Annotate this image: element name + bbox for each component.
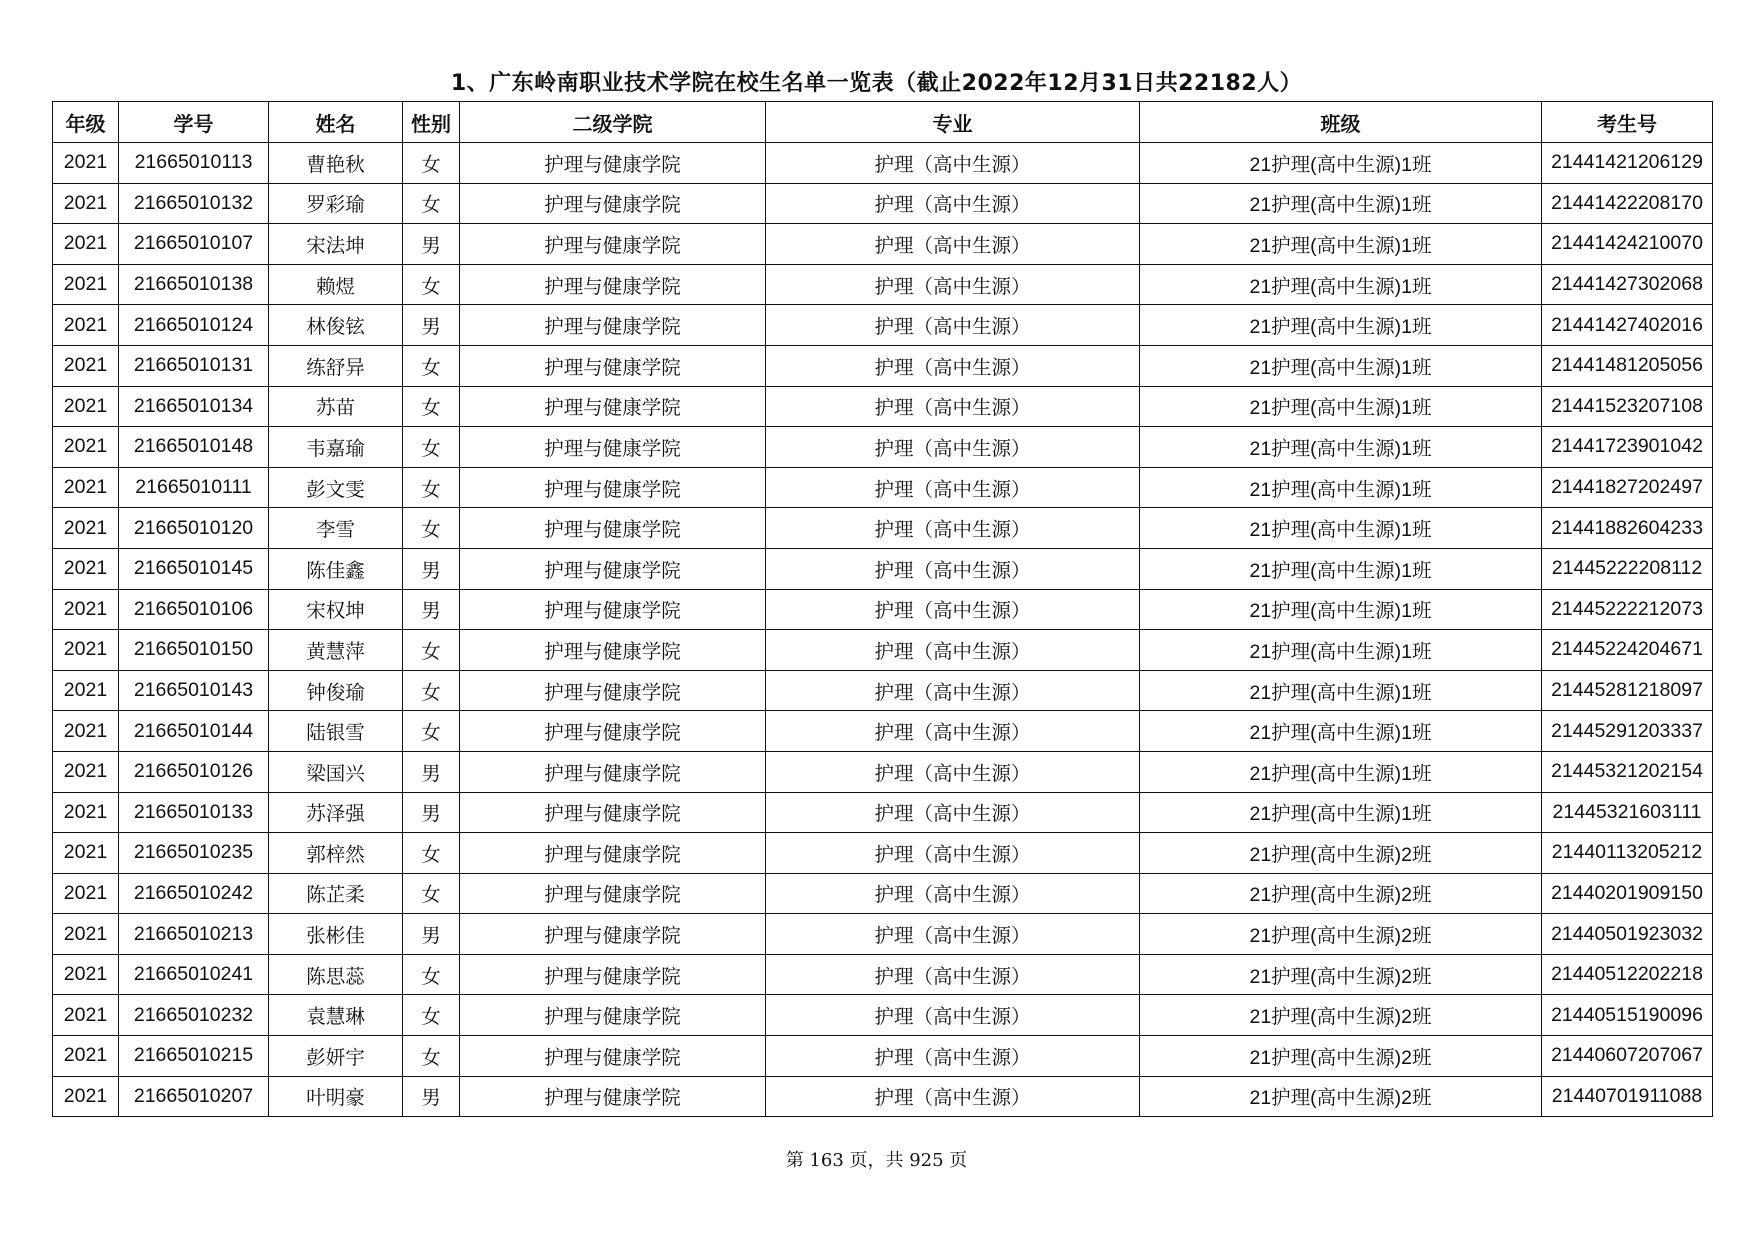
student-id-cell: 21665010143 bbox=[119, 670, 269, 711]
exam-number-cell: 21441882604233 bbox=[1542, 508, 1713, 549]
gender-cell: 男 bbox=[403, 548, 460, 589]
column-header-exam-number: 考生号 bbox=[1542, 102, 1713, 143]
table-row bbox=[53, 264, 1713, 305]
grade-cell: 2021 bbox=[53, 548, 119, 589]
major-cell: 护理（高中生源） bbox=[766, 711, 1140, 752]
name-cell: 宋法坤 bbox=[269, 224, 403, 265]
class-cell: 21护理(高中生源)1班 bbox=[1140, 345, 1542, 386]
major-cell: 护理（高中生源） bbox=[766, 792, 1140, 833]
exam-number-cell: 21440701911088 bbox=[1542, 1076, 1713, 1117]
grade-cell: 2021 bbox=[53, 670, 119, 711]
table-row bbox=[53, 670, 1713, 711]
gender-cell: 女 bbox=[403, 386, 460, 427]
exam-number-cell: 21445291203337 bbox=[1542, 711, 1713, 752]
major-cell: 护理（高中生源） bbox=[766, 995, 1140, 1036]
exam-number-cell: 21440512202218 bbox=[1542, 954, 1713, 995]
table-row bbox=[53, 1076, 1713, 1117]
gender-cell: 男 bbox=[403, 1076, 460, 1117]
student-id-cell: 21665010138 bbox=[119, 264, 269, 305]
major-cell: 护理（高中生源） bbox=[766, 751, 1140, 792]
grade-cell: 2021 bbox=[53, 589, 119, 630]
college-cell: 护理与健康学院 bbox=[460, 224, 766, 265]
class-cell: 21护理(高中生源)1班 bbox=[1140, 508, 1542, 549]
college-cell: 护理与健康学院 bbox=[460, 670, 766, 711]
gender-cell: 男 bbox=[403, 792, 460, 833]
major-cell: 护理（高中生源） bbox=[766, 589, 1140, 630]
college-cell: 护理与健康学院 bbox=[460, 792, 766, 833]
column-header-class: 班级 bbox=[1140, 102, 1542, 143]
gender-cell: 女 bbox=[403, 995, 460, 1036]
class-cell: 21护理(高中生源)2班 bbox=[1140, 914, 1542, 955]
grade-cell: 2021 bbox=[53, 833, 119, 874]
grade-cell: 2021 bbox=[53, 954, 119, 995]
class-cell: 21护理(高中生源)2班 bbox=[1140, 1036, 1542, 1077]
table-row bbox=[53, 143, 1713, 184]
exam-number-cell: 21440501923032 bbox=[1542, 914, 1713, 955]
college-cell: 护理与健康学院 bbox=[460, 589, 766, 630]
major-cell: 护理（高中生源） bbox=[766, 345, 1140, 386]
exam-number-cell: 21440607207067 bbox=[1542, 1036, 1713, 1077]
exam-number-cell: 21441427402016 bbox=[1542, 305, 1713, 346]
college-cell: 护理与健康学院 bbox=[460, 833, 766, 874]
college-cell: 护理与健康学院 bbox=[460, 548, 766, 589]
table-row bbox=[53, 508, 1713, 549]
gender-cell: 女 bbox=[403, 954, 460, 995]
college-cell: 护理与健康学院 bbox=[460, 711, 766, 752]
document-title: 1、广东岭南职业技术学院在校生名单一览表（截止2022年12月31日共22182人） bbox=[450, 71, 1303, 96]
name-cell: 袁慧琳 bbox=[269, 995, 403, 1036]
exam-number-cell: 21445321202154 bbox=[1542, 751, 1713, 792]
grade-cell: 2021 bbox=[53, 386, 119, 427]
exam-number-cell: 21441424210070 bbox=[1542, 224, 1713, 265]
name-cell: 陈思蕊 bbox=[269, 954, 403, 995]
grade-cell: 2021 bbox=[53, 1036, 119, 1077]
name-cell: 陆银雪 bbox=[269, 711, 403, 752]
student-id-cell: 21665010124 bbox=[119, 305, 269, 346]
student-id-cell: 21665010144 bbox=[119, 711, 269, 752]
gender-cell: 女 bbox=[403, 143, 460, 184]
class-cell: 21护理(高中生源)1班 bbox=[1140, 670, 1542, 711]
exam-number-cell: 21445222208112 bbox=[1542, 548, 1713, 589]
major-cell: 护理（高中生源） bbox=[766, 467, 1140, 508]
college-cell: 护理与健康学院 bbox=[460, 345, 766, 386]
student-id-cell: 21665010107 bbox=[119, 224, 269, 265]
name-cell: 钟俊瑜 bbox=[269, 670, 403, 711]
gender-cell: 女 bbox=[403, 833, 460, 874]
college-cell: 护理与健康学院 bbox=[460, 873, 766, 914]
major-cell: 护理（高中生源） bbox=[766, 386, 1140, 427]
gender-cell: 男 bbox=[403, 751, 460, 792]
exam-number-cell: 21441523207108 bbox=[1542, 386, 1713, 427]
student-id-cell: 21665010232 bbox=[119, 995, 269, 1036]
major-cell: 护理（高中生源） bbox=[766, 1036, 1140, 1077]
class-cell: 21护理(高中生源)1班 bbox=[1140, 467, 1542, 508]
grade-cell: 2021 bbox=[53, 264, 119, 305]
name-cell: 彭妍宇 bbox=[269, 1036, 403, 1077]
student-id-cell: 21665010148 bbox=[119, 427, 269, 468]
table-row bbox=[53, 427, 1713, 468]
name-cell: 练舒异 bbox=[269, 345, 403, 386]
column-header-gender: 性别 bbox=[403, 102, 460, 143]
grade-cell: 2021 bbox=[53, 1076, 119, 1117]
college-cell: 护理与健康学院 bbox=[460, 386, 766, 427]
table-row bbox=[53, 751, 1713, 792]
class-cell: 21护理(高中生源)1班 bbox=[1140, 183, 1542, 224]
name-cell: 韦嘉瑜 bbox=[269, 427, 403, 468]
table-row bbox=[53, 873, 1713, 914]
student-id-cell: 21665010131 bbox=[119, 345, 269, 386]
college-cell: 护理与健康学院 bbox=[460, 467, 766, 508]
exam-number-cell: 21440515190096 bbox=[1542, 995, 1713, 1036]
student-id-cell: 21665010242 bbox=[119, 873, 269, 914]
name-cell: 苏苗 bbox=[269, 386, 403, 427]
name-cell: 黄慧萍 bbox=[269, 630, 403, 671]
exam-number-cell: 21440201909150 bbox=[1542, 873, 1713, 914]
name-cell: 彭文雯 bbox=[269, 467, 403, 508]
student-id-cell: 21665010150 bbox=[119, 630, 269, 671]
major-cell: 护理（高中生源） bbox=[766, 224, 1140, 265]
college-cell: 护理与健康学院 bbox=[460, 1076, 766, 1117]
name-cell: 曹艳秋 bbox=[269, 143, 403, 184]
page-footer: 第 163 页，共 925 页 bbox=[785, 1150, 968, 1171]
gender-cell: 女 bbox=[403, 508, 460, 549]
column-header-grade: 年级 bbox=[53, 102, 119, 143]
grade-cell: 2021 bbox=[53, 345, 119, 386]
major-cell: 护理（高中生源） bbox=[766, 427, 1140, 468]
exam-number-cell: 21445222212073 bbox=[1542, 589, 1713, 630]
column-header-major: 专业 bbox=[766, 102, 1140, 143]
gender-cell: 男 bbox=[403, 914, 460, 955]
college-cell: 护理与健康学院 bbox=[460, 630, 766, 671]
table-row bbox=[53, 914, 1713, 955]
major-cell: 护理（高中生源） bbox=[766, 670, 1140, 711]
major-cell: 护理（高中生源） bbox=[766, 630, 1140, 671]
class-cell: 21护理(高中生源)2班 bbox=[1140, 1076, 1542, 1117]
table-row bbox=[53, 345, 1713, 386]
exam-number-cell: 21445321603111 bbox=[1542, 792, 1713, 833]
major-cell: 护理（高中生源） bbox=[766, 508, 1140, 549]
name-cell: 李雪 bbox=[269, 508, 403, 549]
grade-cell: 2021 bbox=[53, 305, 119, 346]
major-cell: 护理（高中生源） bbox=[766, 143, 1140, 184]
table-row bbox=[53, 711, 1713, 752]
gender-cell: 女 bbox=[403, 264, 460, 305]
column-header-college: 二级学院 bbox=[460, 102, 766, 143]
column-header-student-id: 学号 bbox=[119, 102, 269, 143]
table-row bbox=[53, 995, 1713, 1036]
grade-cell: 2021 bbox=[53, 427, 119, 468]
major-cell: 护理（高中生源） bbox=[766, 305, 1140, 346]
class-cell: 21护理(高中生源)1班 bbox=[1140, 589, 1542, 630]
table-row bbox=[53, 305, 1713, 346]
name-cell: 罗彩瑜 bbox=[269, 183, 403, 224]
class-cell: 21护理(高中生源)2班 bbox=[1140, 954, 1542, 995]
gender-cell: 男 bbox=[403, 224, 460, 265]
gender-cell: 女 bbox=[403, 711, 460, 752]
grade-cell: 2021 bbox=[53, 995, 119, 1036]
exam-number-cell: 21441827202497 bbox=[1542, 467, 1713, 508]
grade-cell: 2021 bbox=[53, 630, 119, 671]
class-cell: 21护理(高中生源)1班 bbox=[1140, 224, 1542, 265]
gender-cell: 男 bbox=[403, 305, 460, 346]
student-id-cell: 21665010241 bbox=[119, 954, 269, 995]
student-id-cell: 21665010126 bbox=[119, 751, 269, 792]
student-id-cell: 21665010213 bbox=[119, 914, 269, 955]
student-id-cell: 21665010111 bbox=[119, 467, 269, 508]
college-cell: 护理与健康学院 bbox=[460, 508, 766, 549]
name-cell: 宋权坤 bbox=[269, 589, 403, 630]
grade-cell: 2021 bbox=[53, 751, 119, 792]
name-cell: 梁国兴 bbox=[269, 751, 403, 792]
student-id-cell: 21665010207 bbox=[119, 1076, 269, 1117]
student-id-cell: 21665010133 bbox=[119, 792, 269, 833]
exam-number-cell: 21441481205056 bbox=[1542, 345, 1713, 386]
major-cell: 护理（高中生源） bbox=[766, 1076, 1140, 1117]
name-cell: 陈佳鑫 bbox=[269, 548, 403, 589]
student-id-cell: 21665010235 bbox=[119, 833, 269, 874]
major-cell: 护理（高中生源） bbox=[766, 833, 1140, 874]
name-cell: 赖煜 bbox=[269, 264, 403, 305]
grade-cell: 2021 bbox=[53, 711, 119, 752]
table-row bbox=[53, 833, 1713, 874]
gender-cell: 女 bbox=[403, 1036, 460, 1077]
gender-cell: 女 bbox=[403, 670, 460, 711]
class-cell: 21护理(高中生源)1班 bbox=[1140, 751, 1542, 792]
college-cell: 护理与健康学院 bbox=[460, 305, 766, 346]
name-cell: 郭梓然 bbox=[269, 833, 403, 874]
class-cell: 21护理(高中生源)1班 bbox=[1140, 143, 1542, 184]
exam-number-cell: 21445281218097 bbox=[1542, 670, 1713, 711]
student-id-cell: 21665010134 bbox=[119, 386, 269, 427]
college-cell: 护理与健康学院 bbox=[460, 427, 766, 468]
class-cell: 21护理(高中生源)1班 bbox=[1140, 711, 1542, 752]
table-row bbox=[53, 467, 1713, 508]
exam-number-cell: 21445224204671 bbox=[1542, 630, 1713, 671]
table-row bbox=[53, 224, 1713, 265]
table-row bbox=[53, 386, 1713, 427]
class-cell: 21护理(高中生源)1班 bbox=[1140, 630, 1542, 671]
college-cell: 护理与健康学院 bbox=[460, 954, 766, 995]
name-cell: 苏泽强 bbox=[269, 792, 403, 833]
student-id-cell: 21665010106 bbox=[119, 589, 269, 630]
exam-number-cell: 21441723901042 bbox=[1542, 427, 1713, 468]
class-cell: 21护理(高中生源)2班 bbox=[1140, 833, 1542, 874]
gender-cell: 女 bbox=[403, 427, 460, 468]
name-cell: 叶明豪 bbox=[269, 1076, 403, 1117]
gender-cell: 女 bbox=[403, 345, 460, 386]
table-row bbox=[53, 630, 1713, 671]
major-cell: 护理（高中生源） bbox=[766, 548, 1140, 589]
column-header-name: 姓名 bbox=[269, 102, 403, 143]
exam-number-cell: 21441422208170 bbox=[1542, 183, 1713, 224]
student-id-cell: 21665010132 bbox=[119, 183, 269, 224]
gender-cell: 女 bbox=[403, 467, 460, 508]
grade-cell: 2021 bbox=[53, 224, 119, 265]
class-cell: 21护理(高中生源)1班 bbox=[1140, 427, 1542, 468]
major-cell: 护理（高中生源） bbox=[766, 264, 1140, 305]
gender-cell: 女 bbox=[403, 183, 460, 224]
table-row bbox=[53, 589, 1713, 630]
exam-number-cell: 21440113205212 bbox=[1542, 833, 1713, 874]
grade-cell: 2021 bbox=[53, 143, 119, 184]
name-cell: 陈芷柔 bbox=[269, 873, 403, 914]
table-row bbox=[53, 954, 1713, 995]
gender-cell: 女 bbox=[403, 630, 460, 671]
exam-number-cell: 21441421206129 bbox=[1542, 143, 1713, 184]
grade-cell: 2021 bbox=[53, 792, 119, 833]
class-cell: 21护理(高中生源)2班 bbox=[1140, 873, 1542, 914]
name-cell: 林俊铉 bbox=[269, 305, 403, 346]
table-row bbox=[53, 1036, 1713, 1077]
table-row bbox=[53, 548, 1713, 589]
college-cell: 护理与健康学院 bbox=[460, 143, 766, 184]
student-roster-table bbox=[52, 101, 1713, 1117]
student-id-cell: 21665010215 bbox=[119, 1036, 269, 1077]
student-id-cell: 21665010113 bbox=[119, 143, 269, 184]
gender-cell: 男 bbox=[403, 589, 460, 630]
college-cell: 护理与健康学院 bbox=[460, 995, 766, 1036]
table-row bbox=[53, 183, 1713, 224]
grade-cell: 2021 bbox=[53, 914, 119, 955]
grade-cell: 2021 bbox=[53, 873, 119, 914]
class-cell: 21护理(高中生源)2班 bbox=[1140, 995, 1542, 1036]
college-cell: 护理与健康学院 bbox=[460, 1036, 766, 1077]
grade-cell: 2021 bbox=[53, 183, 119, 224]
major-cell: 护理（高中生源） bbox=[766, 183, 1140, 224]
name-cell: 张彬佳 bbox=[269, 914, 403, 955]
major-cell: 护理（高中生源） bbox=[766, 954, 1140, 995]
student-id-cell: 21665010145 bbox=[119, 548, 269, 589]
major-cell: 护理（高中生源） bbox=[766, 873, 1140, 914]
class-cell: 21护理(高中生源)1班 bbox=[1140, 548, 1542, 589]
major-cell: 护理（高中生源） bbox=[766, 914, 1140, 955]
table-row bbox=[53, 792, 1713, 833]
grade-cell: 2021 bbox=[53, 467, 119, 508]
exam-number-cell: 21441427302068 bbox=[1542, 264, 1713, 305]
college-cell: 护理与健康学院 bbox=[460, 183, 766, 224]
grade-cell: 2021 bbox=[53, 508, 119, 549]
gender-cell: 女 bbox=[403, 873, 460, 914]
class-cell: 21护理(高中生源)1班 bbox=[1140, 386, 1542, 427]
class-cell: 21护理(高中生源)1班 bbox=[1140, 305, 1542, 346]
table-header-row bbox=[53, 102, 1713, 143]
student-id-cell: 21665010120 bbox=[119, 508, 269, 549]
college-cell: 护理与健康学院 bbox=[460, 264, 766, 305]
class-cell: 21护理(高中生源)1班 bbox=[1140, 792, 1542, 833]
class-cell: 21护理(高中生源)1班 bbox=[1140, 264, 1542, 305]
college-cell: 护理与健康学院 bbox=[460, 751, 766, 792]
college-cell: 护理与健康学院 bbox=[460, 914, 766, 955]
